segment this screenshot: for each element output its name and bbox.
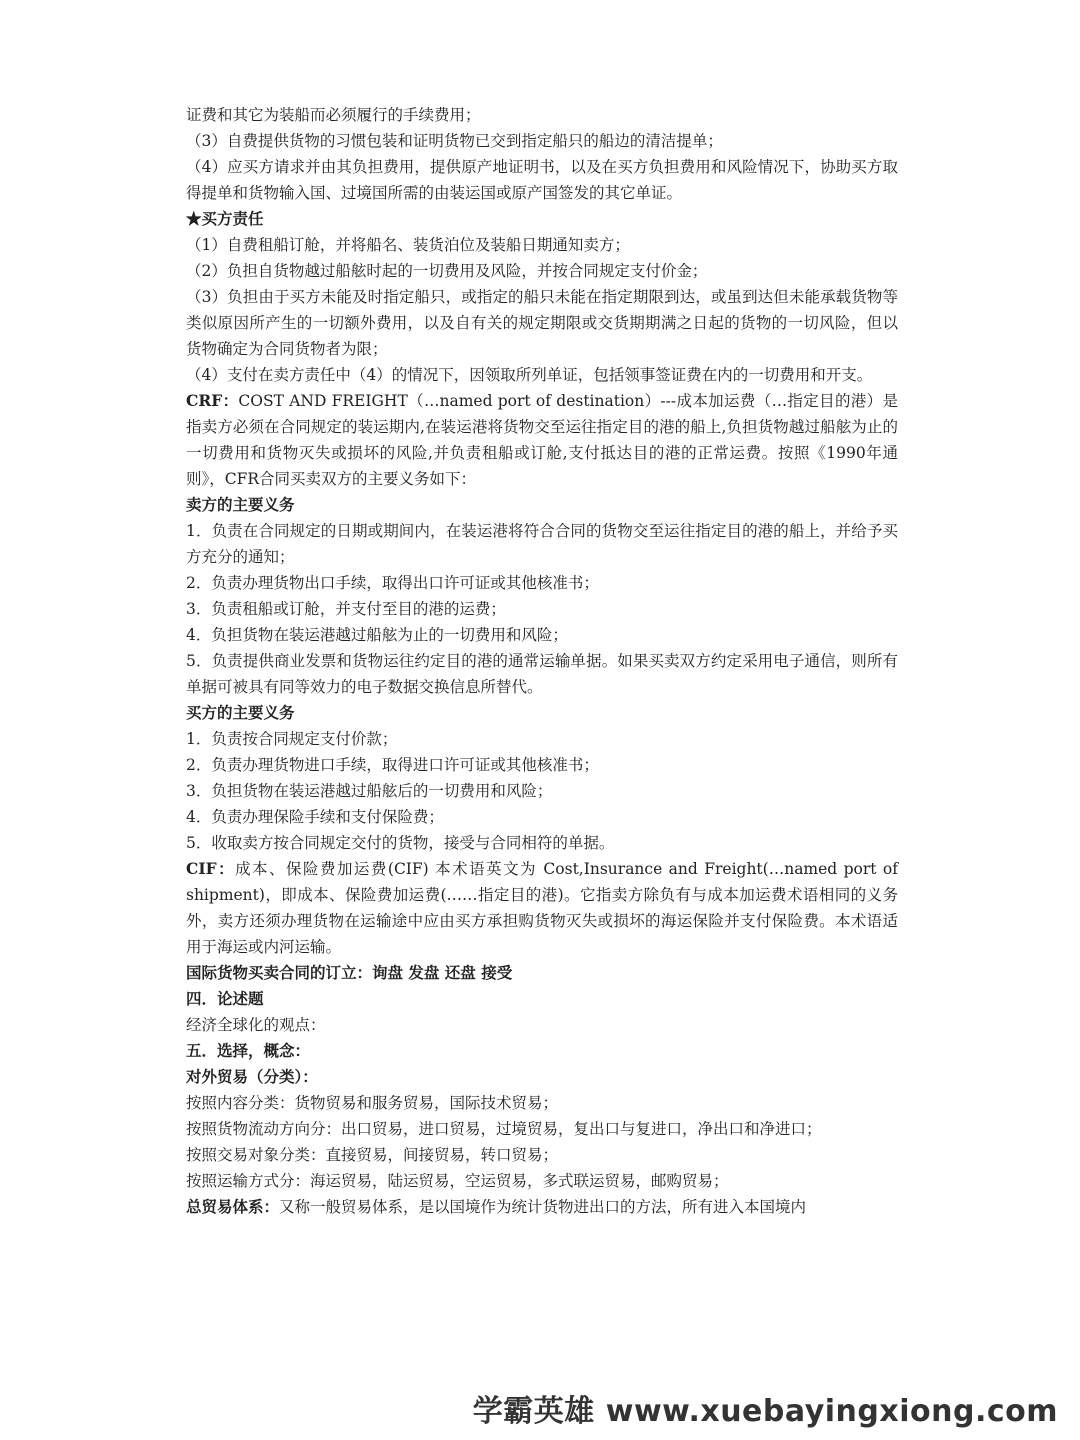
list-item: 2．负责办理货物进口手续，取得进口许可证或其他核准书； [186, 756, 599, 774]
trade-system-definition [186, 1194, 898, 1220]
list-item: （1）自费租船订舱，并将船名、装货泊位及装船日期通知卖方； [186, 236, 630, 254]
text-line: （3）自费提供货物的习惯包装和证明货物已交到指定船只的船边的清洁提单； [186, 132, 723, 150]
list-item: 按照货物流动方向分：出口贸易，进口贸易，过境贸易，复出口与复进口，净出口和净进口； [186, 1120, 822, 1138]
section-heading: 五．选择，概念： [186, 1041, 311, 1060]
list-item: 4．负责办理保险手续和支付保险费； [186, 808, 444, 826]
list-item: 按照交易对象分类：直接贸易，间接贸易，转口贸易； [186, 1146, 559, 1164]
document-body [186, 102, 898, 1220]
term-label: CIF： [186, 859, 236, 878]
crf-definition [186, 388, 898, 492]
term-text: 成本、保险费加运费(CIF) 本术语英文为 Cost,Insurance and Freight(…named port of shipment)，即成本、保险费加运费(……指定目的港)。它指卖方除负有与成本加运费术语相同的义务外，卖方还须办理货物在运输途中应由买方承担购货物灭失或损坏的海运保险并支付保险费。本术语适用于海运或内河运输。 [186, 860, 899, 956]
list-item: （3）负担由于买方未能及时指定船只，或指定的船只未能在指定期限到达，或虽到达但未能承载货物等类似原因所产生的一切额外费用，以及自有关的规定期限或交货期期满之日起的货物的一切风险，但以货物确定为合同货物者为限； [186, 288, 898, 358]
section-heading: 买方的主要义务 [186, 703, 295, 722]
section-heading: 国际货物买卖合同的订立：询盘 发盘 还盘 接受 [186, 963, 513, 982]
section-heading: ★买方责任 [186, 209, 264, 228]
list-item: 3．负责租船或订舱，并支付至目的港的运费； [186, 600, 506, 618]
paragraph: （4）应买方请求并由其负担费用，提供原产地证明书，以及在买方负担费用和风险情况下，协助买方取得提单和货物输入国、过境国所需的由装运国或原产国签发的其它单证。 [186, 158, 898, 202]
list-item: 按照运输方式分：海运贸易，陆运贸易，空运贸易，多式联运贸易，邮购贸易； [186, 1172, 729, 1190]
list-item: 2．负责办理货物出口手续，取得出口许可证或其他核准书； [186, 574, 599, 592]
term-text: 又称一般贸易体系，是以国境作为统计货物进出口的方法，所有进入本国境内 [279, 1198, 807, 1216]
term-label: 总贸易体系： [186, 1197, 280, 1216]
term-label: CRF： [186, 391, 239, 410]
list-item: 1．负责按合同规定支付价款； [186, 730, 398, 748]
list-item: 4．负担货物在装运港越过船舷为止的一切费用和风险； [186, 626, 568, 644]
cif-definition [186, 856, 898, 960]
text-line: 证费和其它为装船而必须履行的手续费用； [186, 106, 481, 124]
watermark: 学霸英雄 www.xuebayingxiong.com [472, 1394, 1058, 1429]
list-item: 5．负责提供商业发票和货物运往约定目的港的通常运输单据。如果买卖双方约定采用电子通信，则所有单据可被具有同等效力的电子数据交换信息所替代。 [186, 652, 898, 696]
section-heading: 对外贸易（分类）： [186, 1067, 318, 1086]
list-item: 3．负担货物在装运港越过船舷后的一切费用和风险； [186, 782, 553, 800]
text-line: 经济全球化的观点： [186, 1016, 326, 1034]
list-item: 1．负责在合同规定的日期或期间内，在装运港将符合合同的货物交至运往指定目的港的船上，并给予买方充分的通知； [186, 522, 898, 566]
section-heading: 卖方的主要义务 [186, 495, 295, 514]
list-item: （2）负担自货物越过船舷时起的一切费用及风险，并按合同规定支付价金； [186, 262, 708, 280]
list-item: 按照内容分类：货物贸易和服务贸易，国际技术贸易； [186, 1094, 559, 1112]
section-heading: 四．论述题 [186, 989, 264, 1008]
list-item: （4）支付在卖方责任中（4）的情况下，因领取所列单证，包括领事签证费在内的一切费用和开支。 [186, 366, 873, 384]
list-item: 5．收取卖方按合同规定交付的货物，接受与合同相符的单据。 [186, 834, 615, 852]
term-text: COST AND FREIGHT（…named port of destination）---成本加运费（…指定目的港）是指卖方必须在合同规定的装运期内,在装运港将货物交至运往指定目的港的船上,负担货物越过船舷为止的一切费用和货物灭失或损坏的风险,并负责租船或订舱,支付抵达目的港的正常运费。按照《1990年通则》，CFR合同买卖双方的主要义务如下： [186, 392, 898, 488]
